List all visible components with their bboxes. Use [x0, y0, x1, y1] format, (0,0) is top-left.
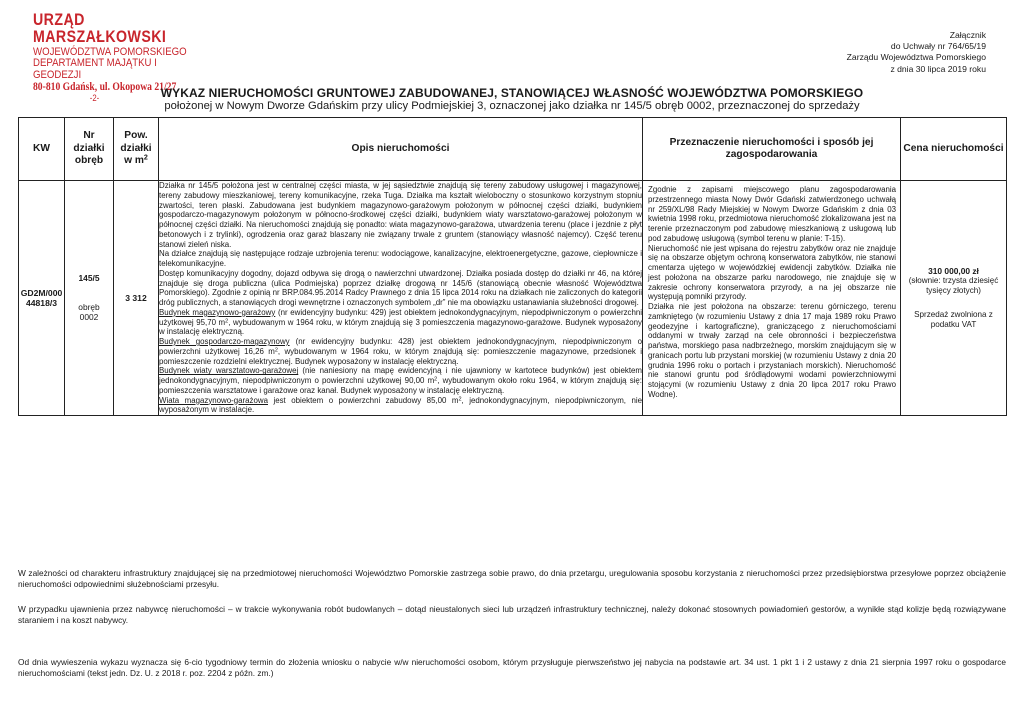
building-3-text: (nie naniesiony na mapę ewidencyjną i nie ujawniony w kartotece budynków) jest obiektem jednokondygnacyjnym, niepodpiwniczonym o powierzchni użytkowej 90,00 m	[159, 366, 642, 385]
cell-price	[901, 181, 1007, 416]
cell-purpose	[643, 181, 901, 416]
building-4-name: Wiata magazynowo-garażowa	[159, 395, 268, 405]
purpose-paragraph-areas: Działka nie jest położona na obszarze: terenu górniczego, terenu zamkniętego (w rozumieniu Ustawy z dnia 17 maja 1989 roku Prawo geodezyjne i kartograficzne), graniczącego z nieruchomościami oddanymi w trwały zarząd na cele obronności i bezpieczeństwa państwa, morskiego pasa nadbrzeżnego, morskim znajdującym się w granicach portu lub przystani morskiej (w rozumieniu Ustawy z dnia 20 grudnia 1996 roku o portach i przystaniach morskich). Nieruchomość nie stanowi gruntu pod śródlądowymi wodami powierzchniowymi stojącymi (w rozumieniu Ustawy z dnia 20 lipca 2017 roku Prawo Wodne).	[648, 302, 896, 399]
note-easement: W zależności od charakteru infrastruktury znajdującej się na przedmiotowej nieruchomości Województwo Pomorskie zastrzega sobie prawo, do dnia przetargu, uregulowania sposobu korzystania z nieruchomości przez przedsiębiorstwa przesyłowe poprzez obciążenie nieruchomości odpowiednimi służebnościami przesyłu.	[18, 568, 1006, 589]
note-infrastructure: W przypadku ujawnienia przez nabywcę nieruchomości – w trakcie wykonywania robót budowlanych – dotąd nieustalonych sieci lub urządzeń infrastruktury technicznej, należy dokonać stosownych powiadomień gestorów, a wynikłe stąd kolizje będą rozwiązywane staraniem i na koszt nabywcy.	[18, 604, 1006, 625]
desc-building-4	[159, 396, 642, 416]
purpose-paragraph-heritage: Nieruchomość nie jest wpisana do rejestru zabytków oraz nie znajduje się na obszarze objętym ochroną konserwatora zabytków, nie stanowi cmentarza ujętego w wojewódzkiej ewidencji zabytków. Działka nie jest położona na obszarze parku narodowego, nie znajduje się w zakresie ochrony konserwatora przyrody, a na jej obszarze nie występują pomniki przyrody.	[648, 243, 896, 302]
building-1-text: (nr ewidencyjny budynku: 429) jest obiektem jednokondygnacyjnym, niepodpiwniczonym o powierzchni użytkowej 95,70 m	[159, 307, 642, 327]
parcel-obreb: 0002	[79, 312, 99, 323]
parcel-number: 145/5	[78, 273, 100, 284]
document-subtitle: położonej w Nowym Dworze Gdańskim przy ulicy Podmiejskiej 3, oznaczonej jako działka nr 145/5 obręb 0002, przeznaczonej do sprzedaży	[164, 100, 860, 112]
building-1-name: Budynek magazynowo-garażowy	[159, 307, 276, 317]
cell-description	[159, 181, 643, 416]
header-purpose: Przeznaczenie nieruchomości i sposób jej zagospodarowania	[643, 118, 901, 181]
building-4-text: jest obiektem o powierzchni zabudowy 85,00 m	[267, 395, 459, 405]
note-deadline: Od dnia wywieszenia wykazu wyznacza się 6-cio tygodniowy termin do złożenia wniosku o nabycie w/w nieruchomości osobom, którym przysługuje pierwszeństwo jej nabycia na podstawie art. 34 ust. 1 pkt 1 i 2 ustawy z dnia 21 sierpnia 1997 roku o gospodarce nieruchomościami (tekst jedn. Dz. U. z 2018 r. poz. 2204 z późn. zm.)	[18, 657, 1006, 678]
stamp-line-office: URZĄD MARSZAŁKOWSKI	[33, 11, 167, 47]
stamp-line-page: -2-	[89, 92, 100, 103]
building-2-tail: , wybudowanym w 1964 roku, w którym znajdują się: pomieszczenie magazynowe, przedsionek i pomieszczenie rozdzielni elektrycznej. Budynek wyposażony w instalację elektryczną.	[159, 346, 642, 366]
document-title: WYKAZ NIERUCHOMOŚCI GRUNTOWEJ ZABUDOWANEJ, STANOWIĄCEJ WŁASNOŚĆ WOJEWÓDZTWA POMORSKIEGO	[160, 86, 864, 100]
stamp-line-address: 80-810 Gdańsk, ul. Okopowa 21/27	[33, 80, 177, 93]
annex-date: z dnia 30 lipca 2019 roku	[890, 63, 986, 74]
annex-label: Załącznik	[949, 30, 986, 40]
price-vat-note: Sprzedaż zwolniona z podatku VAT	[914, 310, 993, 329]
stamp-line-voivodeship: WOJEWÓDZTWA POMORSKIEGO	[33, 45, 187, 58]
desc-building-3	[159, 366, 642, 395]
cell-parcel	[65, 181, 114, 416]
stamp-line-department: DEPARTAMENT MAJĄTKU I GEODEZJI	[33, 57, 157, 82]
header-area-sup: 2	[143, 153, 148, 162]
header-kw: KW	[19, 118, 65, 181]
building-2-text: (nr ewidencyjny budynku: 428) jest obiektem jednokondygnacyjnym, niepodpiwniczonym o powierzchni użytkowej 16,26 m	[159, 337, 642, 356]
property-table	[18, 117, 1007, 416]
table-row	[19, 181, 1007, 416]
header-area-label: Pow. działki w m	[120, 130, 152, 167]
building-1-sup: 2	[225, 317, 229, 324]
annex-header	[847, 30, 986, 75]
header-description: Opis nieruchomości	[159, 118, 643, 181]
building-4-sup: 2	[458, 395, 462, 402]
building-2-name: Budynek gospodarczo-magazynowy	[159, 337, 290, 346]
building-3-tail: , wybudowanym około roku 1964, w którym znajdują się: pomieszczenia warsztatowe i garażowe oraz kanał. Budynek wyposażony w instalację elektryczną.	[159, 376, 642, 395]
header-price: Cena nieruchomości	[901, 118, 1007, 181]
parcel-obreb-label: obręb	[78, 301, 100, 312]
table-header-row	[19, 118, 1007, 181]
desc-building-1	[159, 308, 642, 337]
desc-building-2	[159, 337, 642, 366]
purpose-paragraph-plan: Zgodnie z zapisami miejscowego planu zagospodarowania przestrzennego miasta Nowy Dwór Gdański zatwierdzonego uchwałą nr 259/XL/98 Rady Miejskiej w Nowym Dworze Gdańskim z dnia 03 kwietnia 1998 roku, przedmiotowa nieruchomość zlokalizowana jest na terenie przeznaczonym pod zabudowę mieszkaniową z usługową lub pod zabudowę usługową (symbol terenu w planie: T-15).	[648, 185, 896, 243]
annex-board: Zarządu Województwa Pomorskiego	[846, 52, 986, 63]
building-4-tail: , jednokondygnacyjnym, niepodpiwniczonym, nie wyposażonym w instalacje.	[159, 395, 643, 415]
header-area	[114, 118, 159, 181]
desc-paragraph-utilities: Na działce znajdują się następujące rodzaje uzbrojenia terenu: wodociągowe, kanalizacyjne, elektroenergetyczne, gazowe, ciepłownicze i telekomunikacyjne.	[159, 249, 642, 268]
annex-resolution: do Uchwały nr 764/65/19	[890, 41, 986, 52]
building-3-name: Budynek wiaty warsztatowo-garażowej	[159, 366, 299, 376]
price-amount: 310 000,00 zł	[928, 266, 979, 276]
price-words: (słownie: trzysta dziesięć tysięcy złotych)	[908, 276, 999, 295]
cell-area: 3 312	[114, 181, 159, 416]
desc-paragraph-access: Dostęp komunikacyjny dogodny, dojazd odbywa się drogą o nawierzchni utwardzonej. Działka posiada dostęp do działki nr 46, na której znajduje się droga publiczna (ulica Podmiejska) poprzez działkę drogową nr 145/6 (stanowiącą obecnie własność Województwa Pomorskiego). Zgodnie z opinią nr BRP.084.95.2014 Radcy Prawnego z dnia 15 lipca 2014 roku na działkach nie zaliczonych do kategorii dróg publicznych, a stanowiących drogi wewnętrzne i oznaczonych symbolem „dr” nie ma obowiązku ustanawiania służebności drogowej.	[159, 268, 642, 307]
cell-kw: GD2M/000 44818/3	[19, 181, 65, 416]
header-parcel: Nr działki obręb	[65, 118, 114, 181]
desc-paragraph-location: Działka nr 145/5 położona jest w centralnej części miasta, w jej sąsiedztwie znajdują się tereny zabudowy usługowej i magazynowej, tereny zabudowy mieszkaniowej, tereny komunikacyjne, rzeka Tuga. Działka ma kształt wieloboczny o stosunkowo korzystnym stopniu zwartości, teren płaski. Zabudowana jest budynkiem magazynowo-garażowym położonym w północnej części działki, budynkiem gospodarczo-magazynowym położonym w północno-środkowej części działki, budynkiem wiaty warsztatowo-garażowej położonym w północnej części działki. Na nieruchomości znajdują się ponadto: wiata magazynowo-garażowa, utwardzenia terenu (place i jezdnie z płyt betonowych i z trylinki), ogrodzenia oraz garaż blaszany nie związany trwale z gruntem (stanowiący własność najemcy). Część terenu stanowi zieleń niska.	[159, 181, 642, 249]
building-1-tail: , wybudowanym w 1964 roku, w którym znajdują się 3 pomieszczenia magazynowo-garażowe. Budynek wyposażony w instalację elektryczną.	[159, 317, 642, 337]
building-2-sup: 2	[274, 347, 278, 353]
building-3-sup: 2	[434, 376, 438, 383]
